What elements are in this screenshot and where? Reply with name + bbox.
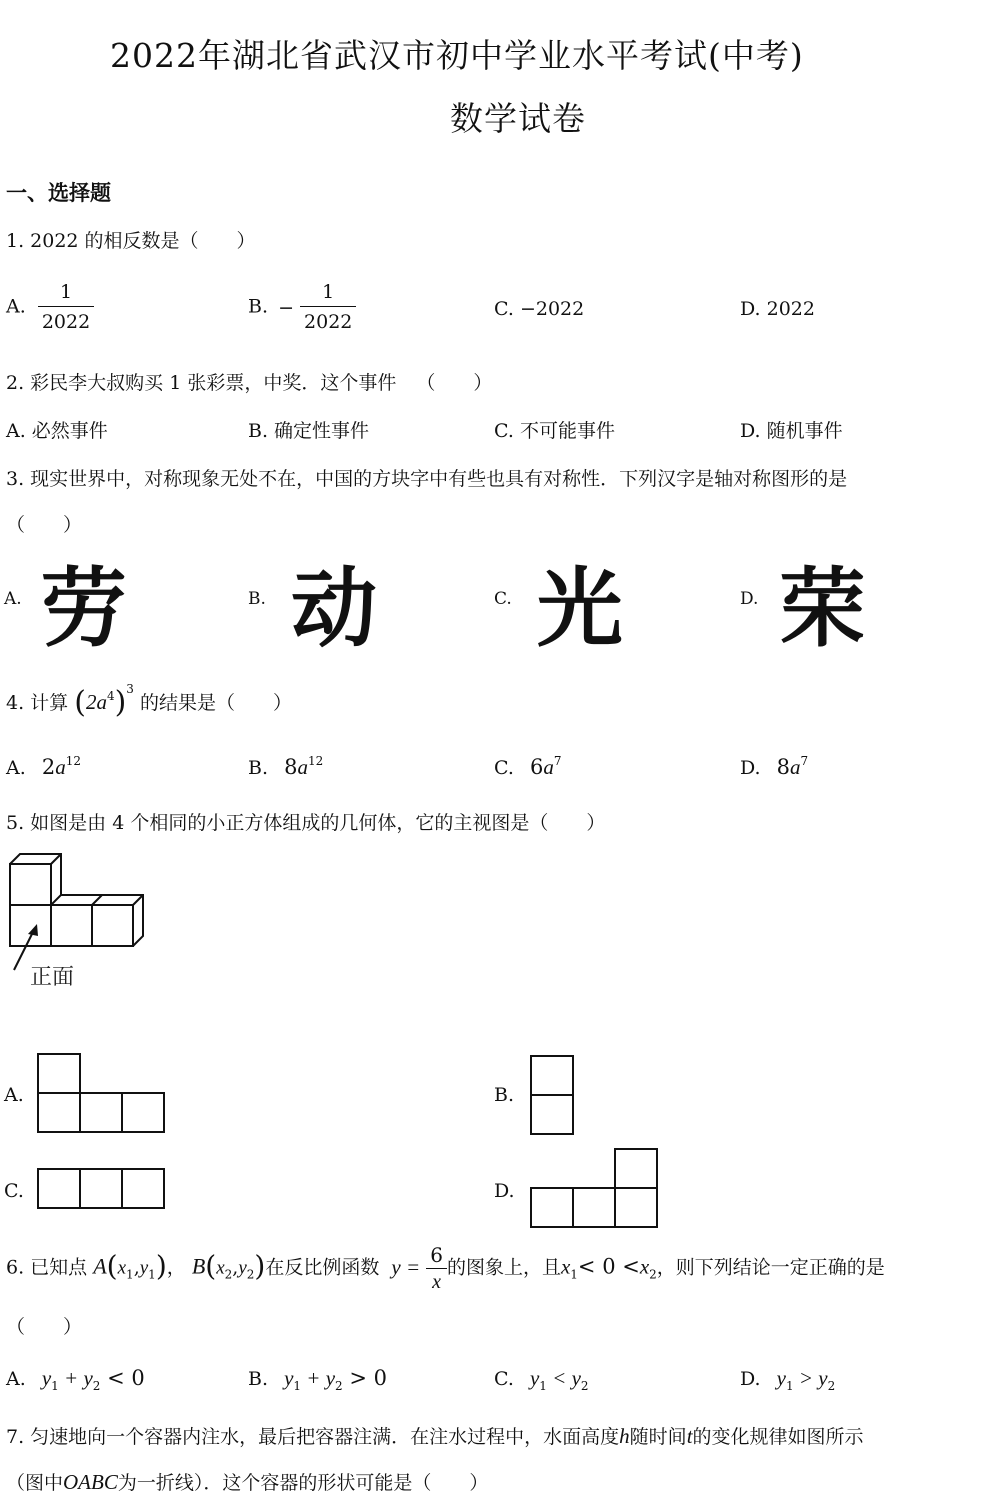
cube-bottom-depth [61, 895, 143, 946]
q1-b-sign: − [278, 296, 294, 319]
q2-option-b[interactable]: B. 确定性事件 [248, 420, 370, 442]
q4-inner-exponent: 4 [106, 689, 115, 703]
q4-a-exp: 12 [65, 754, 81, 768]
q4-base: 2a [85, 690, 107, 714]
q1-b-denominator: 2022 [304, 311, 353, 333]
exam-subtitle: 数学试卷 [450, 99, 586, 138]
question-3-stem: 3. 现实世界中，对称现象无处不在，中国的方块字中有些也具有对称性．下列汉字是轴对称图形的是 [6, 468, 848, 490]
q1-option-b[interactable] [248, 278, 356, 337]
q4-tail: 的结果是（ ） [139, 692, 292, 714]
cube-bottom-edge-1 [92, 895, 102, 905]
q4-option-c[interactable] [494, 754, 561, 780]
q1-option-c[interactable]: C. −2022 [494, 298, 585, 320]
cube-bottom-1 [10, 905, 51, 946]
q1-a-numerator: 1 [38, 278, 94, 307]
q1-a-denominator: 2022 [41, 311, 91, 333]
section-heading: 一、选择题 [6, 181, 111, 205]
question-3-blank: （ ） [6, 514, 83, 536]
cube-bottom-2 [51, 905, 92, 946]
q4-a-var: a [55, 755, 66, 779]
q4-d-coef: 8 [776, 755, 791, 779]
q6-tail: ，则下列结论一定正确的是 [656, 1256, 885, 1279]
question-5-stem: 5. 如图是由 4 个相同的小正方体组成的几何体，它的主视图是（ ） [6, 812, 606, 834]
q6-fraction-num: 6 [426, 1242, 447, 1269]
front-arrow-shaft [14, 930, 34, 970]
q6-option-a[interactable]: A. $y_1 + y_2 < 0$ [6, 1366, 145, 1393]
q4-d-var: a [790, 755, 801, 779]
q1-a-fraction [38, 278, 94, 337]
q3-c-character: 光 [536, 559, 623, 659]
q3-a-label: A. [4, 589, 22, 609]
question-4-stem [6, 682, 292, 720]
q3-d-character: 荣 [779, 559, 866, 659]
question-7-line-1: 7. 匀速地向一个容器内注水，最后把容器注满．在注水过程中，水面高度h随时间t的变化规律如图所示 [6, 1424, 864, 1448]
q6-fy: y = [391, 1254, 421, 1279]
front-label: 正面 [30, 965, 75, 990]
q1-b-numerator: 1 [300, 278, 356, 307]
q4-close-paren: ) [114, 685, 127, 720]
cube-top-edge [51, 854, 61, 864]
q2-option-a[interactable]: A. 必然事件 [6, 420, 108, 442]
q6-mid: 在反比例函数 [265, 1256, 380, 1279]
exam-title: 2022年湖北省武汉市初中学业水平考试(中考) [110, 36, 804, 75]
q5-option-a-label[interactable]: A. [4, 1084, 24, 1106]
q2-blank: （ ） [416, 372, 493, 394]
q5-option-d-figure[interactable] [529, 1147, 661, 1229]
q4-a-label: A. [6, 757, 26, 779]
q1-option-d[interactable]: D. 2022 [740, 298, 815, 320]
q2-option-c[interactable]: C. 不可能事件 [494, 420, 615, 442]
q7-oabc: OABC [63, 1470, 118, 1494]
q6-num: 6. 已知点 [6, 1256, 88, 1279]
q7-h: h [619, 1424, 630, 1448]
front-arrow-head [28, 924, 38, 936]
q6-fraction-den: x [432, 1271, 442, 1293]
q1-option-a[interactable] [6, 278, 94, 337]
q6-fraction [426, 1242, 447, 1295]
q5-solid-figure [6, 852, 156, 997]
q3-option-c[interactable] [494, 559, 623, 659]
q5-option-a-figure[interactable] [36, 1052, 168, 1134]
q2-stem-text: 2. 彩民李大叔购买 1 张彩票，中奖．这个事件 [6, 372, 397, 394]
q2-option-d[interactable]: D. 随机事件 [740, 420, 843, 442]
q1-a-label: A. [6, 295, 26, 318]
q4-c-coef: 6 [529, 755, 544, 779]
q3-option-d[interactable] [740, 559, 866, 659]
question-6-stem: 6. 已知点 $A(x_1,y_1)$， $B(x_2,y_2)$在反比例函数 y = $\frac{6}{x}$ 的图象上，且$x_1< 0 <x_2$，则下列结论一定正确的是 [6, 1243, 885, 1293]
q5-option-c-figure[interactable] [36, 1167, 168, 1211]
q6-option-d[interactable]: D. $y_1 > y_2$ [740, 1366, 836, 1393]
q4-d-exp: 7 [800, 754, 809, 768]
q1-b-label: B. [248, 295, 269, 318]
q3-option-b[interactable] [248, 559, 377, 659]
q5-option-c-label[interactable]: C. [4, 1180, 24, 1202]
cube-top-front [10, 864, 51, 905]
q4-a-coef: 2 [41, 755, 56, 779]
q4-option-d[interactable] [740, 754, 808, 780]
q6-point-b: B [191, 1253, 206, 1279]
q4-b-exp: 12 [307, 754, 324, 768]
q6-point-a: A [93, 1253, 107, 1279]
q6-condition: < 0 < [577, 1254, 640, 1279]
q4-option-b[interactable] [248, 754, 323, 780]
question-2-stem [6, 368, 492, 395]
question-6-blank: （ ） [6, 1316, 83, 1338]
q4-outer-exponent: 3 [126, 682, 134, 696]
q1-b-fraction [300, 278, 356, 337]
q3-option-a[interactable] [4, 559, 127, 659]
q4-option-a[interactable] [6, 754, 81, 780]
question-7-line-2: （图中OABC为一折线）．这个容器的形状可能是（ ） [6, 1470, 489, 1494]
q4-num: 4. 计算 [6, 692, 69, 714]
q4-c-var: a [543, 755, 554, 779]
q6-option-b[interactable]: B. $y_1 + y_2 > 0$ [248, 1366, 387, 1393]
q6-mid2: 的图象上，且 [446, 1256, 561, 1279]
cube-bottom-3 [92, 905, 133, 946]
q4-open-paren: ( [74, 685, 86, 720]
cube-bottom-edge-2 [133, 895, 143, 905]
q5-option-d-label[interactable]: D. [494, 1180, 515, 1202]
q4-d-label: D. [740, 757, 761, 779]
q3-d-label: D. [740, 589, 759, 609]
q4-c-label: C. [494, 757, 514, 779]
q3-c-label: C. [494, 589, 512, 609]
q5-option-b-figure[interactable] [529, 1054, 577, 1136]
q6-option-c[interactable]: C. $y_1 < y_2$ [494, 1366, 589, 1393]
q4-b-label: B. [248, 757, 269, 779]
q4-b-var: a [297, 755, 308, 779]
q3-b-label: B. [248, 589, 266, 609]
question-1-stem: 1. 2022 的相反数是（ ） [6, 230, 256, 252]
q3-b-character: 动 [291, 559, 377, 659]
q4-b-coef: 8 [284, 755, 298, 779]
q3-a-character: 劳 [40, 559, 127, 659]
q7-t: t [686, 1424, 693, 1448]
q4-c-exp: 7 [553, 754, 562, 768]
q5-option-b-label[interactable]: B. [494, 1084, 515, 1106]
